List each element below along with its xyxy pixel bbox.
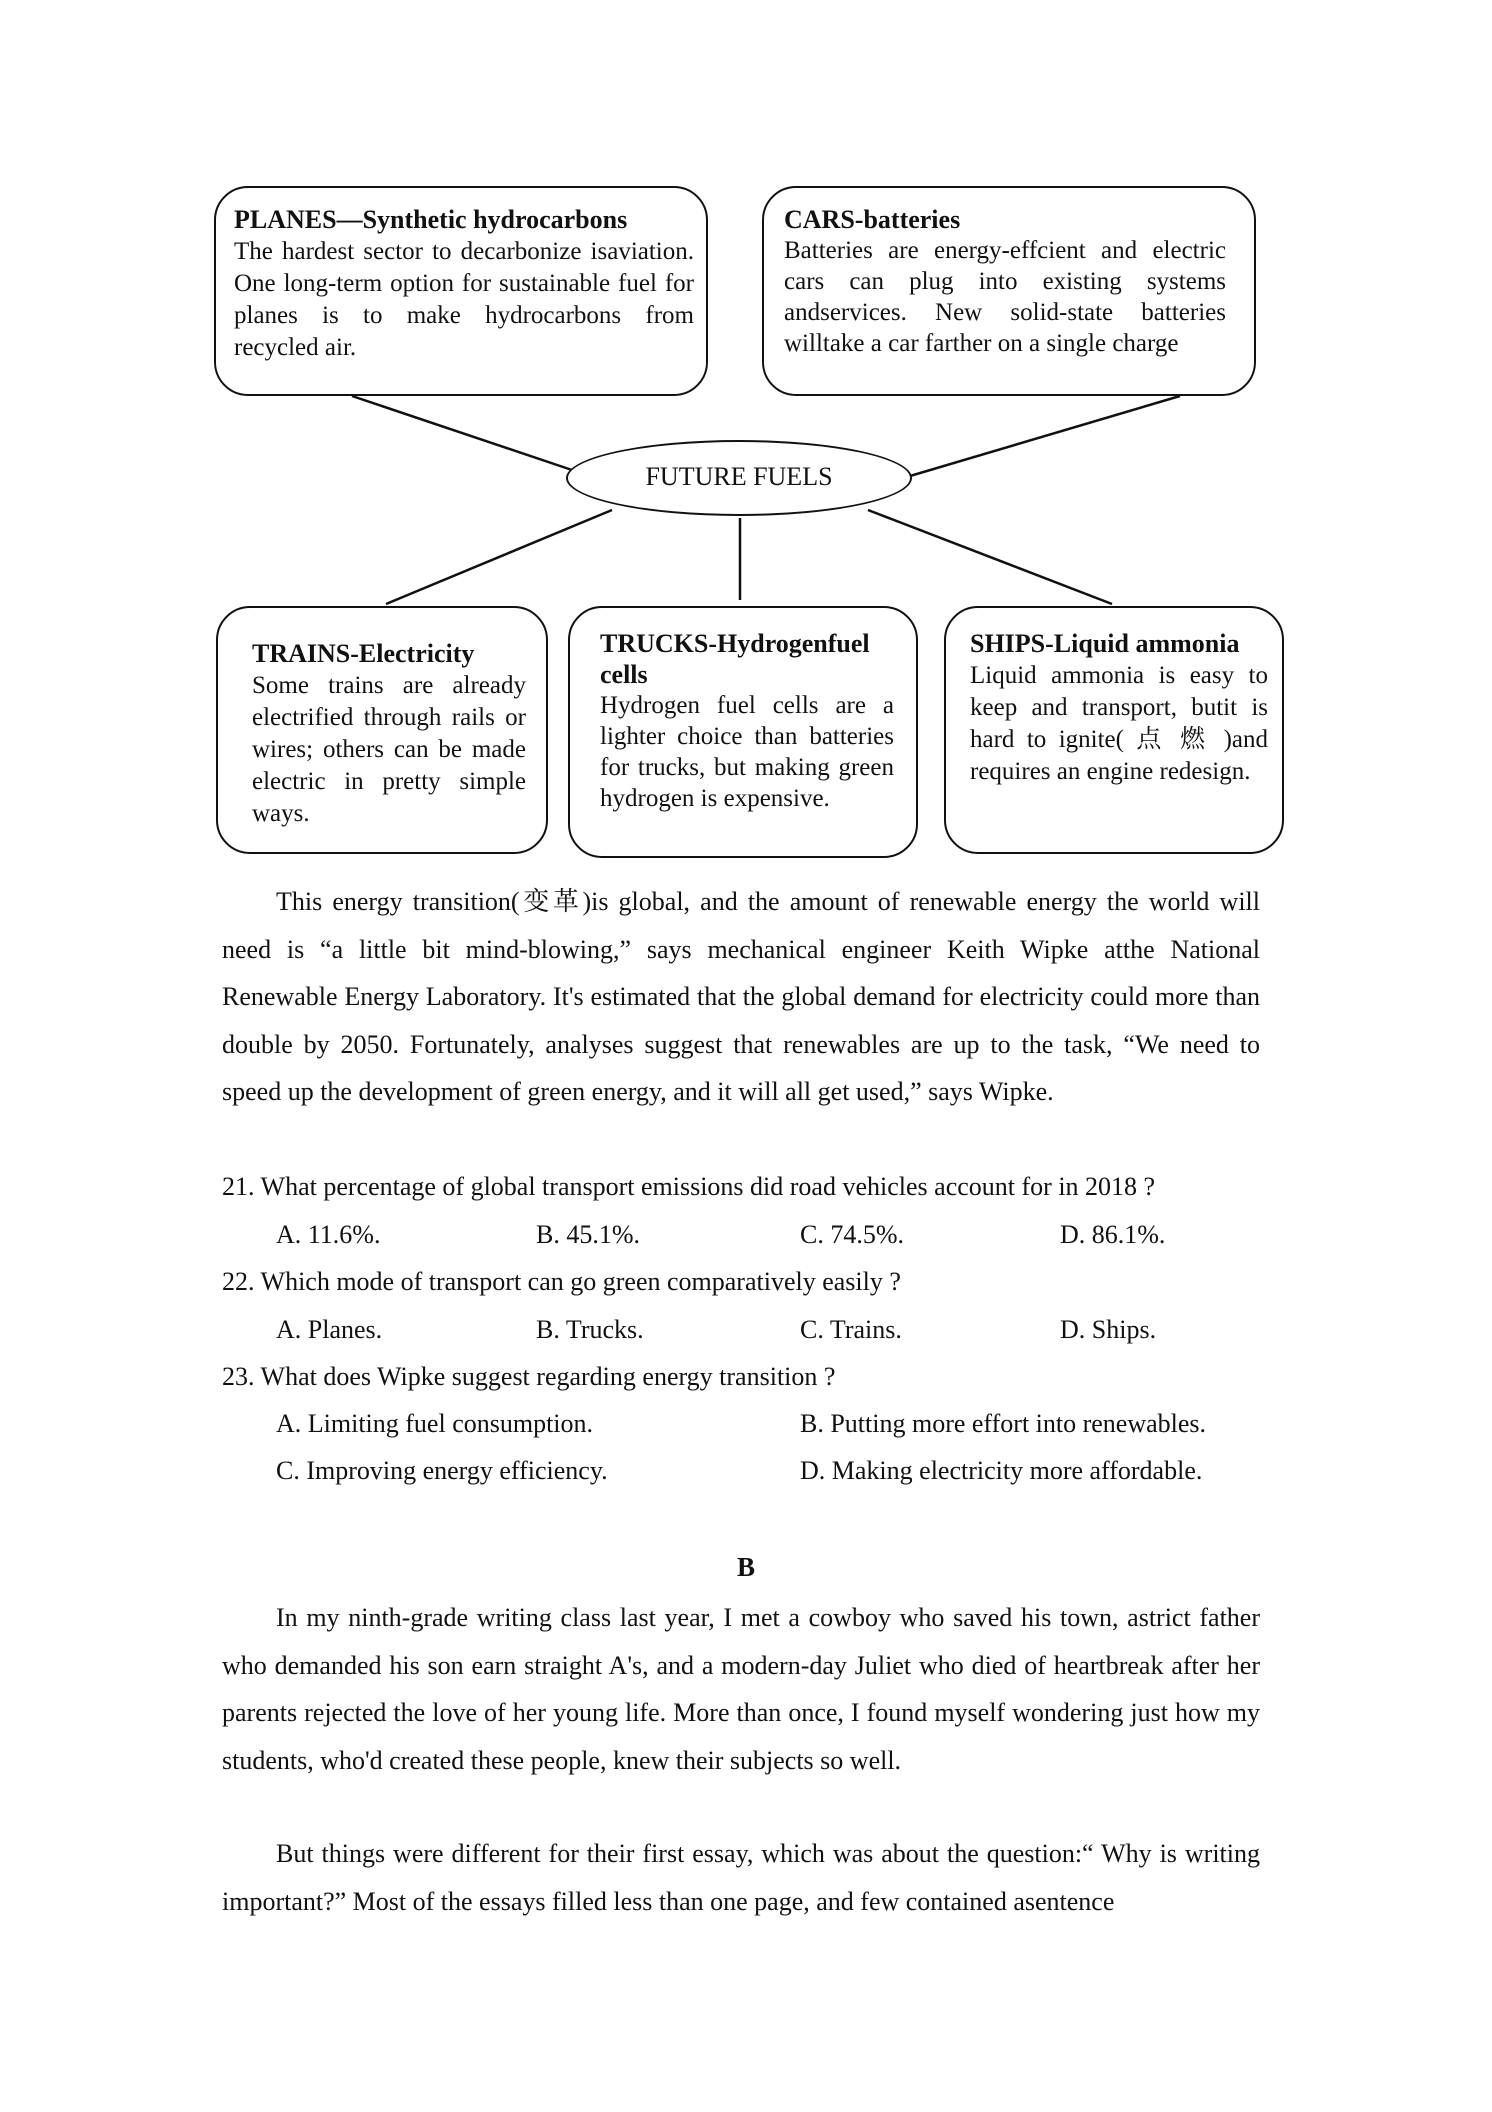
planes-box (214, 186, 708, 396)
q22-option-a: A. Planes. (276, 1315, 383, 1344)
planes-text: The hardest sector to decarbonize isaviation. One long-term option for sustainable fuel for planes is to make hydrocarbons from recycled air. (234, 238, 694, 361)
trucks-box (568, 606, 918, 858)
passage-b-paragraph-2: But things were different for their first essay, which was about the question:“ Why is writing important?” Most of the essays filled less than one page, and few contained asentence (222, 1839, 1260, 1916)
q22-option-b: B. Trucks. (536, 1315, 644, 1344)
question-21: 21. What percentage of global transport emissions did road vehicles account for in 2018 ? (222, 1172, 1156, 1201)
future-fuels-oval (566, 440, 912, 516)
cars-box (762, 186, 1256, 396)
ships-title: SHIPS-Liquid ammonia (970, 629, 1240, 658)
q22-option-c: C. Trains. (800, 1315, 902, 1344)
q21-option-c: C. 74.5%. (800, 1220, 904, 1249)
connector-ships (868, 510, 1112, 604)
transition-paragraph: This energy transition(变革)is global, and the amount of renewable energy the world will need is “a little bit mind-blowing,” says mechanical engineer Keith Wipke atthe National Renewable Energy Laboratory. It's estimated that the global demand for electricity could more than double by 2050. Fortunately, analyses suggest that renewables are up to the task, “We need to speed up the development of green energy, and it will all get used,” says Wipke. (222, 887, 1260, 1106)
trucks-text: Hydrogen fuel cells are a lighter choice than batteries for trucks, but making green hydrogen is expensive. (600, 692, 894, 812)
trains-text: Some trains are already electrified through rails or wires; others can be made electric in pretty simple ways. (252, 672, 526, 827)
cars-title: CARS-batteries (784, 205, 961, 234)
section-b-heading: B (736, 1552, 755, 1582)
q21-option-b: B. 45.1%. (536, 1220, 640, 1249)
q23-option-b: B. Putting more effort into renewables. (800, 1409, 1207, 1438)
ships-text: Liquid ammonia is easy to keep and transport, butit is hard to ignite( 点 燃 )and requires an engine redesign. (970, 662, 1268, 785)
question-22: 22. Which mode of transport can go green comparatively easily ? (222, 1267, 901, 1296)
trains-box (216, 606, 548, 854)
connector-planes (352, 396, 572, 470)
q22-option-d: D. Ships. (1060, 1315, 1157, 1344)
q23-option-a: A. Limiting fuel consumption. (276, 1409, 594, 1438)
connector-trains (386, 510, 612, 604)
passage-b-paragraph-1: In my ninth-grade writing class last year, I met a cowboy who saved his town, astrict father who demanded his son earn straight A's, and a modern-day Juliet who died of heartbreak after her parents rejected the love of her young life. More than once, I found myself wondering just how my students, who'd created these people, knew their subjects so well. (222, 1603, 1260, 1775)
q21-option-d: D. 86.1%. (1060, 1220, 1166, 1249)
future-fuels-label: FUTURE FUELS (645, 462, 833, 491)
q21-option-a: A. 11.6%. (276, 1220, 381, 1249)
planes-title: PLANES—Synthetic hydrocarbons (234, 205, 628, 234)
q23-option-d: D. Making electricity more affordable. (800, 1456, 1203, 1485)
connector-cars (910, 396, 1180, 476)
cars-text: Batteries are energy-effcient and electric cars can plug into existing systems andservices. New solid-state batteries willtake a car farther on a single charge (784, 237, 1226, 357)
ships-box (944, 606, 1284, 854)
question-23: 23. What does Wipke suggest regarding energy transition ? (222, 1362, 836, 1391)
trains-title: TRAINS-Electricity (252, 639, 475, 668)
q23-option-c: C. Improving energy efficiency. (276, 1456, 608, 1485)
trucks-title: TRUCKS-Hydrogenfuel cells (600, 629, 870, 689)
